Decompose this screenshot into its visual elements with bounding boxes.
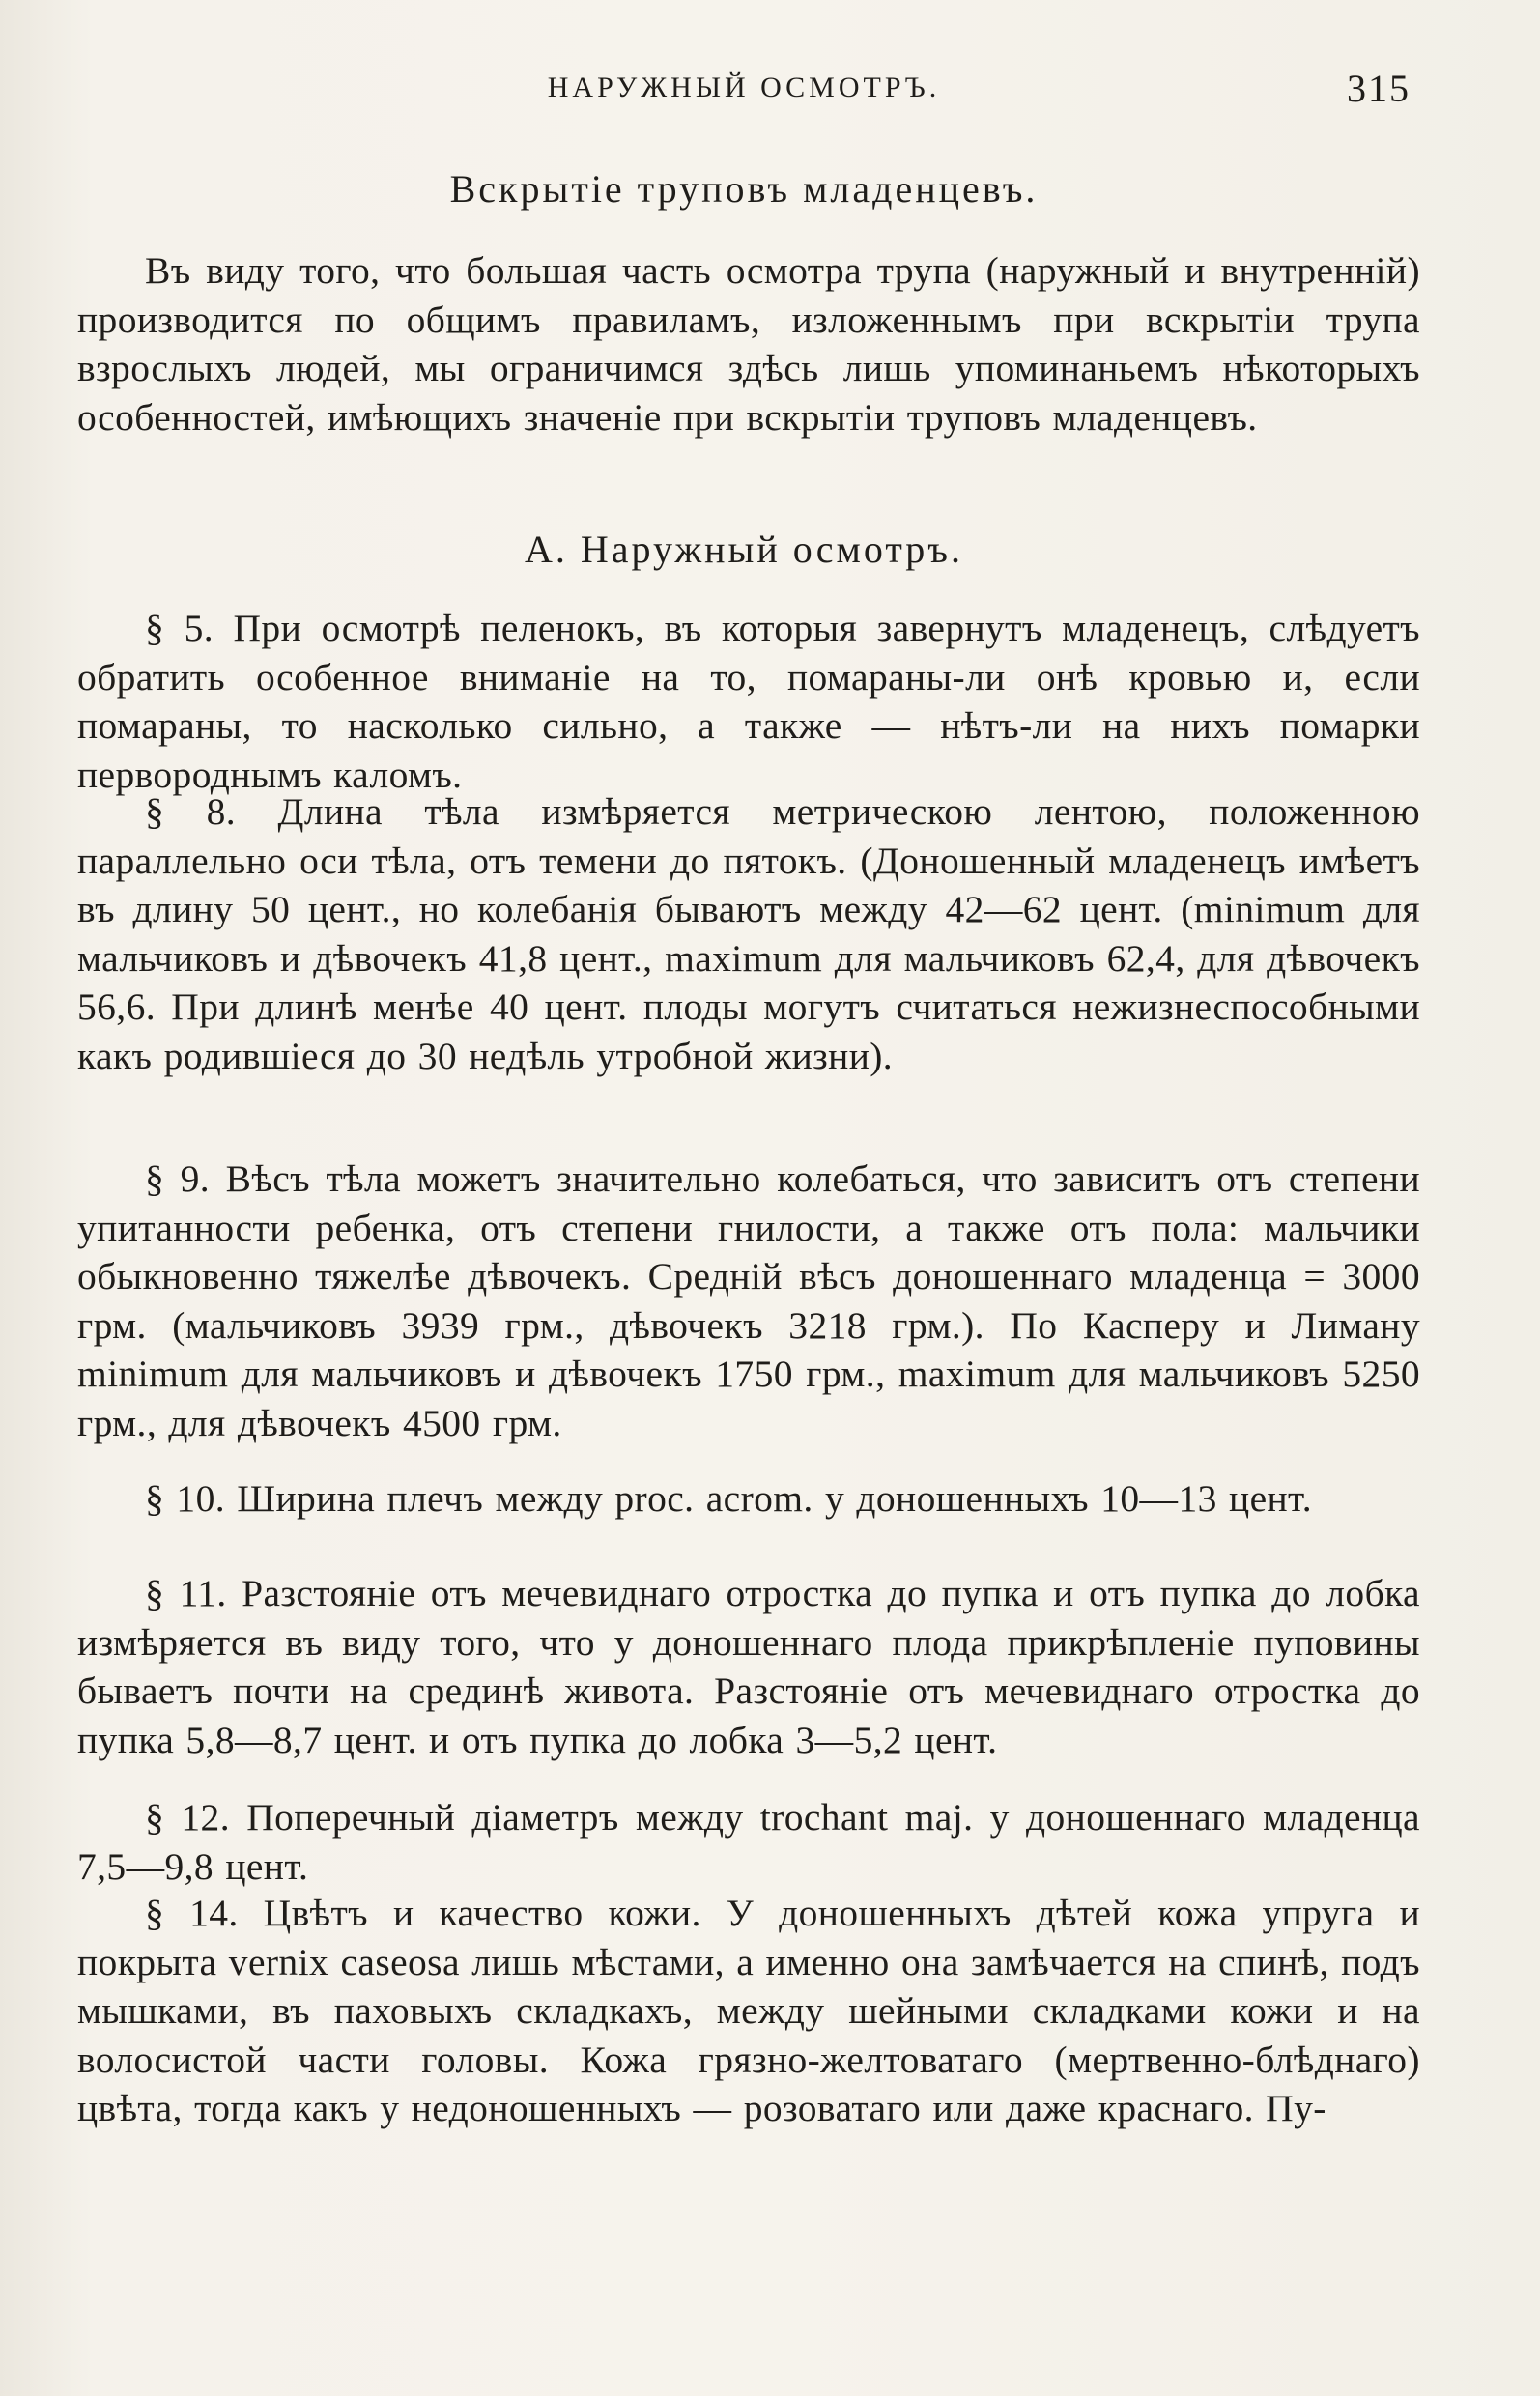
page-number: 315 — [1347, 67, 1411, 110]
paragraph-section-8: § 8. Длина тѣла измѣряется метрическою лентою, положенною параллельно оси тѣла, отъ темени до пятокъ. (Доношенный младенецъ имѣетъ въ длину 50 цент., но колебанія бываютъ между 42—62 цент. (minimum для мальчиковъ и дѣвочекъ 41,8 цент., maximum для мальчиковъ 62,4, для дѣвочекъ 56,6. При длинѣ менѣе 40 цент. плоды могутъ считаться нежизнеспособными какъ родившіеся до 30 недѣль утробной жизни). — [77, 790, 1420, 1077]
paragraph-section-9: § 9. Вѣсъ тѣла можетъ значительно колебаться, что зависитъ отъ степени упитанности ребенка, отъ степени гнилости, а также отъ пола: мальчики обыкновенно тяжелѣе дѣвочекъ. Средній вѣсъ доношеннаго младенца = 3000 грм. (мальчиковъ 3939 грм., дѣвочекъ 3218 грм.). По Касперу и Лиману minimum для мальчиковъ и дѣвочекъ 1750 грм., maximum для мальчиковъ 5250 грм., для дѣвочекъ 4500 грм. — [77, 1157, 1420, 1444]
paragraph-section-5: § 5. При осмотрѣ пеленокъ, въ которыя завернутъ младенецъ, слѣдуетъ обратить особенное вниманіе на то, помараны-ли онѣ кровью и, если помараны, то насколько сильно, а также — нѣтъ-ли на нихъ помарки первороднымъ каломъ. — [77, 607, 1420, 796]
subsection-title: А. Наружный осмотръ. — [525, 528, 963, 571]
section-title: Вскрытіе труповъ младенцевъ. — [449, 167, 1039, 211]
paragraph-section-14: § 14. Цвѣтъ и качество кожи. У доношенныхъ дѣтей кожа упруга и покрыта vernix caseosa лишь мѣстами, а именно она замѣчается на спинѣ, подъ мышками, въ паховыхъ складкахъ, между шейными складками кожи и на волосистой части головы. Кожа грязно-желтоватаго (мертвенно-блѣднаго) цвѣта, тогда какъ у недоношенныхъ — розоватаго или даже краснаго. Пу- — [77, 1892, 1420, 2129]
running-title: НАРУЖНЫЙ ОСМОТРЪ. — [547, 71, 941, 103]
running-header — [77, 66, 1411, 114]
paragraph-section-12: § 12. Поперечный діаметръ между trochant maj. у доношеннаго младенца 7,5—9,8 цент. — [77, 1796, 1420, 1888]
intro-paragraph: Въ виду того, что большая часть осмотра трупа (наружный и внутренній) производится по общимъ правиламъ, изложеннымъ при вскрытіи трупа взрослыхъ людей, мы ограничимся здѣсь лишь упоминаньемъ нѣкоторыхъ особенностей, имѣющихъ значеніе при вскрытіи труповъ младенцевъ. — [77, 249, 1420, 439]
paragraph-section-10: § 10. Ширина плечъ между proc. acrom. у доношенныхъ 10—13 цент. — [145, 1477, 1313, 1520]
paragraph-section-11: § 11. Разстояніе отъ мечевиднаго отростка до пупка и отъ пупка до лобка измѣряется въ виду того, что у доношеннаго плода прикрѣпленіе пуповины бываетъ почти на срединѣ живота. Разстояніе отъ мечевиднаго отростка до пупка 5,8—8,7 цент. и отъ пупка до лобка 3—5,2 цент. — [77, 1572, 1420, 1761]
